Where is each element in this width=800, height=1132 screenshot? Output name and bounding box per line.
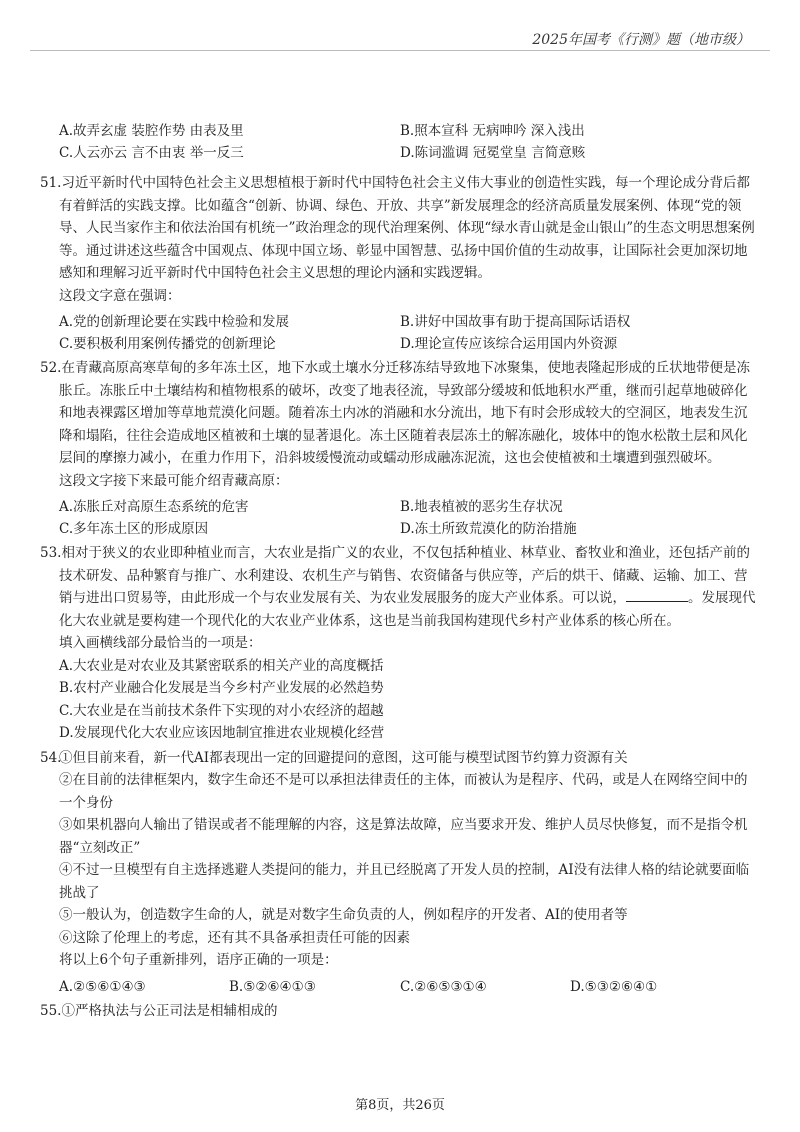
q54-sentences bbox=[59, 747, 760, 972]
q51-option-c[interactable]: C.要积极利用案例传播党的创新理论 bbox=[59, 336, 276, 352]
q53-option-c[interactable]: C.大农业是在当前技术条件下实现的对小农经济的超越 bbox=[59, 702, 384, 719]
q53-stem bbox=[40, 542, 760, 632]
q52-stem: 52.在青藏高原高寒草甸的多年冻土区，地下水或土壤水分迁移冻结导致地下冰聚集，使地表隆起形成的丘状地带便是冻胀丘。冻胀丘中土壤结构和植物根系的破坏，改变了地表径流，导致部分缓坡和低地积水严重，继而引起草地破碎化和地表裸露区增加等草地荒漠化问题。随着冻土内冰的消融和水分流出，地下有时会形成较大的空洞区，地表发生沉降和塌陷，往往会造成地区植被和土壤的显著退化。冻土区随着表层冻土的解冻融化，坡体中的饱水松散土层和风化层间的摩擦力减小，在重力作用下，沿斜坡缓慢流动或蠕动形成融冻泥流，这也会使植被和土壤遭到强烈破坏。 bbox=[40, 360, 750, 466]
q52-option-b[interactable]: B.地表植被的恶劣生存状况 bbox=[400, 499, 563, 515]
question-51 bbox=[40, 172, 760, 355]
question-55 bbox=[40, 1000, 760, 1023]
q54-option-c[interactable]: C.②⑥⑤③①④ bbox=[400, 978, 487, 995]
q50-option-b[interactable]: B.照本宣科 无病呻吟 深入浅出 bbox=[400, 123, 585, 139]
question-54 bbox=[40, 747, 760, 999]
q50-option-d[interactable]: D.陈词滥调 冠冕堂皇 言简意赅 bbox=[400, 145, 586, 161]
page-number: 第8页，共26页 bbox=[355, 1098, 445, 1113]
q55-stem: 55.①严格执法与公正司法是相辅相成的 bbox=[40, 1003, 278, 1019]
q52-options bbox=[59, 496, 760, 540]
q54-option-b[interactable]: B.⑤②⑥④①③ bbox=[229, 978, 316, 995]
q54-option-a[interactable]: A.②⑤⑥①④③ bbox=[59, 978, 146, 995]
q50-option-a[interactable]: A.故弄玄虚 装腔作势 由表及里 bbox=[59, 123, 244, 139]
q54-prompt: 将以上6个句子重新排列，语序正确的一项是： bbox=[59, 952, 338, 968]
question-53 bbox=[40, 542, 760, 745]
page-content bbox=[40, 120, 760, 1023]
q54-sentence-3: ③如果机器向人输出了错误或者不能理解的内容，这是算法故障，应当要求开发、维护人员尽快修复，而不是指令机器“立刻改正” bbox=[59, 817, 748, 856]
q53-prompt: 填入画横线部分最恰当的一项是： bbox=[59, 635, 262, 651]
q53-options bbox=[59, 655, 760, 745]
q53-stem-before: 53.相对于狭义的农业即种植业而言，大农业是指广义的农业，不仅包括种植业、林草业、畜牧业和渔业，还包括产前的技术研发、品种繁育与推广、水利建设、农机生产与销售、农资储备与供应等，产后的烘干、储藏、运输、加工、营销与进出口贸易等，由此形成一个与农业发展有关、为农业发展服务的庞大产业体系。可以说， bbox=[40, 545, 750, 606]
q54-option-d[interactable]: D.⑤③②⑥④① bbox=[570, 978, 658, 995]
q53-stem-after: 。发展现代化大农业就是要构建一个现代化的大农业产业体系，这也是当前我国构建现代乡村产业体系的核心所在。 bbox=[59, 590, 756, 629]
exam-header-title: 2025年国考《行测》题（地市级） bbox=[532, 32, 750, 48]
header-divider bbox=[30, 50, 770, 51]
q54-number: 54. bbox=[40, 749, 62, 766]
q51-option-a[interactable]: A.党的创新理论要在实践中检验和发展 bbox=[59, 314, 290, 330]
q50-options bbox=[59, 120, 760, 164]
q53-fill-blank bbox=[626, 587, 688, 602]
q52-option-d[interactable]: D.冻土所致荒漠化的防治措施 bbox=[400, 521, 577, 537]
q50-option-c[interactable]: C.人云亦云 言不由衷 举一反三 bbox=[59, 145, 244, 161]
q54-options bbox=[59, 976, 760, 999]
q54-sentence-4: ④不过一旦模型有自主选择逃避人类提问的能力，并且已经脱离了开发人员的控制，AI没有法律人格的结论就要面临挑战了 bbox=[59, 862, 750, 901]
q53-option-b[interactable]: B.农村产业融合化发展是当今乡村产业发展的必然趋势 bbox=[59, 680, 384, 696]
q54-sentence-1: ①但目前来看，新一代AI都表现出一定的回避提问的意图，这可能与模型试图节约算力资源有关 bbox=[59, 749, 628, 766]
q54-sentence-2: ②在目前的法律框架内，数字生命还不是可以承担法律责任的主体，而被认为是程序、代码，或是人在网络空间中的一个身份 bbox=[59, 772, 748, 811]
q51-options bbox=[59, 311, 760, 355]
q52-prompt: 这段文字接下来最可能介绍青藏高原： bbox=[59, 472, 289, 489]
q51-prompt: 这段文字意在强调： bbox=[59, 287, 181, 304]
q51-stem: 51.习近平新时代中国特色社会主义思想植根于新时代中国特色社会主义伟大事业的创造性实践，每一个理论成分背后都有着鲜活的实践支撑。比如蕴含“创新、协调、绿色、开放、共享”新发展理念的经济高质量发展案例、体现“党的领导、人民当家作主和依法治国有机统一”政治理念的现代治理案例、体现“绿水青山就是金山银山”的生态文明思想案例等。通过讲述这些蕴含中国观点、体现中国立场、彰显中国智慧、弘扬中国价值的生动故事，让国际社会更加深切地感知和理解习近平新时代中国特色社会主义思想的理论内涵和实践逻辑。 bbox=[40, 175, 755, 281]
q53-option-d[interactable]: D.发展现代化大农业应该因地制宜推进农业规模化经营 bbox=[59, 725, 385, 741]
question-52 bbox=[40, 357, 760, 540]
q51-option-b[interactable]: B.讲好中国故事有助于提高国际话语权 bbox=[400, 314, 631, 330]
q54-sentence-6: ⑥这除了伦理上的考虑，还有其不具备承担责任可能的因素 bbox=[59, 929, 410, 946]
q52-option-a[interactable]: A.冻胀丘对高原生态系统的危害 bbox=[59, 499, 249, 515]
q54-sentence-5: ⑤一般认为，创造数字生命的人，就是对数字生命负责的人，例如程序的开发者、AI的使用者等 bbox=[59, 907, 628, 923]
q51-option-d[interactable]: D.理论宣传应该综合运用国内外资源 bbox=[400, 336, 618, 352]
q53-option-a[interactable]: A.大农业是对农业及其紧密联系的相关产业的高度概括 bbox=[59, 657, 384, 674]
q52-option-c[interactable]: C.多年冻土区的形成原因 bbox=[59, 521, 209, 537]
